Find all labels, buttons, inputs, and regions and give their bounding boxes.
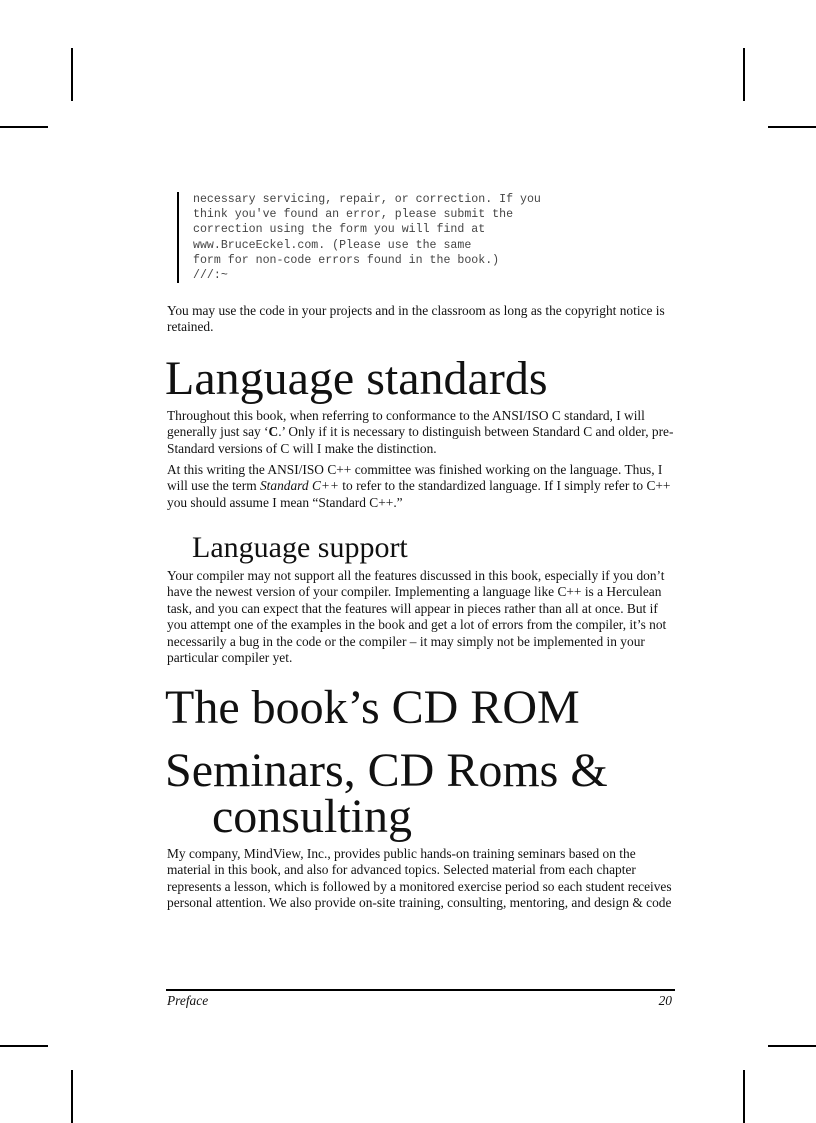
crop-mark-bottom-left-horizontal bbox=[0, 1045, 48, 1047]
heading-cd-rom: The book’s CD ROM bbox=[165, 681, 580, 734]
crop-mark-top-right-horizontal bbox=[768, 126, 816, 128]
standards-paragraph-1: Throughout this book, when referring to conformance to the ANSI/ISO C standard, I will generally just say ‘C.’ Only if it is necessary to distinguish between Standard C and older, pre-Standard versions of C will I make the distinction. bbox=[167, 408, 674, 456]
heading-seminars: Seminars, CD Roms & bbox=[165, 744, 608, 797]
crop-mark-top-right-vertical bbox=[743, 48, 745, 101]
bold-c: C bbox=[268, 424, 279, 440]
heading-language-support: Language support bbox=[192, 531, 408, 564]
footer-rule bbox=[166, 989, 675, 991]
crop-mark-bottom-right-vertical bbox=[743, 1070, 745, 1123]
code-listing bbox=[177, 192, 633, 283]
crop-mark-top-left-vertical bbox=[71, 48, 73, 101]
code-line: necessary servicing, repair, or correction. If you bbox=[193, 193, 541, 206]
code-line: think you've found an error, please submit the bbox=[193, 208, 514, 222]
crop-mark-bottom-left-vertical bbox=[71, 1070, 73, 1123]
crop-mark-top-left-horizontal bbox=[0, 126, 48, 128]
crop-mark-bottom-right-horizontal bbox=[768, 1045, 816, 1047]
heading-language-standards: Language standards bbox=[165, 352, 548, 405]
standards-paragraph-2: At this writing the ANSI/ISO C++ committee was finished working on the language. Thus, I will use the term Standard C++ to refer to the standardized language. If I simply refer to C++ you should assume I mean “Standard C++.” bbox=[167, 462, 671, 510]
support-paragraph: Your compiler may not support all the features discussed in this book, especially if you don’t have the newest version of your compiler. Implementing a language like C++ is a Herculean task, and you can expect that the features will appear in pieces rather than all at once. But if you attempt one of the examples in the book and get a lot of errors from the compiler, it’s not necessarily a bug in the code or the compiler – it may simply not be implemented in your particular compiler yet. bbox=[167, 568, 667, 666]
heading-consulting: consulting bbox=[212, 790, 412, 843]
footer-section-title: Preface bbox=[167, 993, 209, 1008]
code-line: form for non-code errors found in the book.) bbox=[193, 253, 500, 267]
code-line: correction using the form you will find at bbox=[193, 223, 486, 237]
code-line: ///:~ bbox=[193, 269, 228, 283]
footer-page-number: 20 bbox=[658, 993, 672, 1008]
italic-standard-cpp: Standard C++ bbox=[259, 478, 339, 494]
copyright-paragraph: You may use the code in your projects and in the classroom as long as the copyright notice is retained. bbox=[167, 303, 665, 335]
seminars-paragraph: My company, MindView, Inc., provides public hands-on training seminars based on the material in this book, and also for advanced topics. Selected material from each chapter represents a lesson, which is followed by a monitored exercise period so each student receives personal attention. We also provide on-site training, consulting, mentoring, and design & code bbox=[167, 846, 672, 911]
code-line: www.BruceEckel.com. (Please use the same bbox=[193, 238, 472, 252]
